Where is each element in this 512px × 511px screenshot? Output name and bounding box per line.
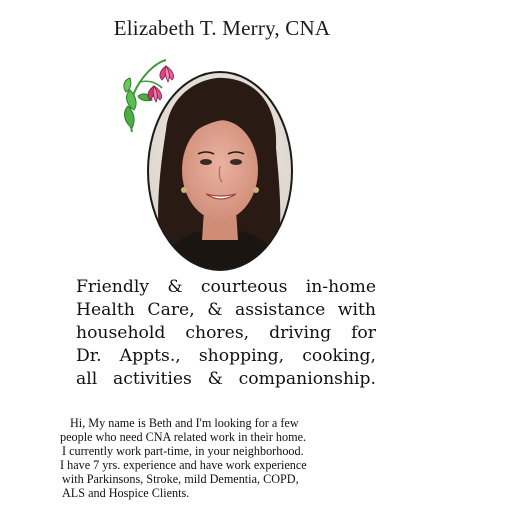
headline-line: all activities & companionship. — [76, 369, 376, 389]
headline-line: Dr. Appts., shopping, cooking, — [76, 346, 376, 366]
services-headline — [76, 276, 376, 391]
bio-line: I currently work part-time, in your neighborhood. — [62, 444, 304, 458]
portrait-photo — [146, 70, 294, 272]
bio-line: I have 7 yrs. experience and have work experience — [60, 458, 307, 472]
page-title: Elizabeth T. Merry, CNA — [113, 16, 331, 40]
bio-line: Hi, My name is Beth and I'm looking for a few — [70, 416, 299, 430]
bio-line: ALS and Hospice Clients. — [62, 486, 190, 500]
headline-line: Friendly & courteous in-home — [76, 277, 376, 297]
bio-line: people who need CNA related work in their home. — [60, 430, 307, 444]
bio-line: with Parkinsons, Stroke, mild Dementia, COPD, — [62, 472, 299, 486]
headline-line: household chores, driving for — [76, 323, 376, 343]
bio-paragraph — [60, 416, 400, 500]
headline-line: Health Care, & assistance with — [76, 300, 376, 320]
